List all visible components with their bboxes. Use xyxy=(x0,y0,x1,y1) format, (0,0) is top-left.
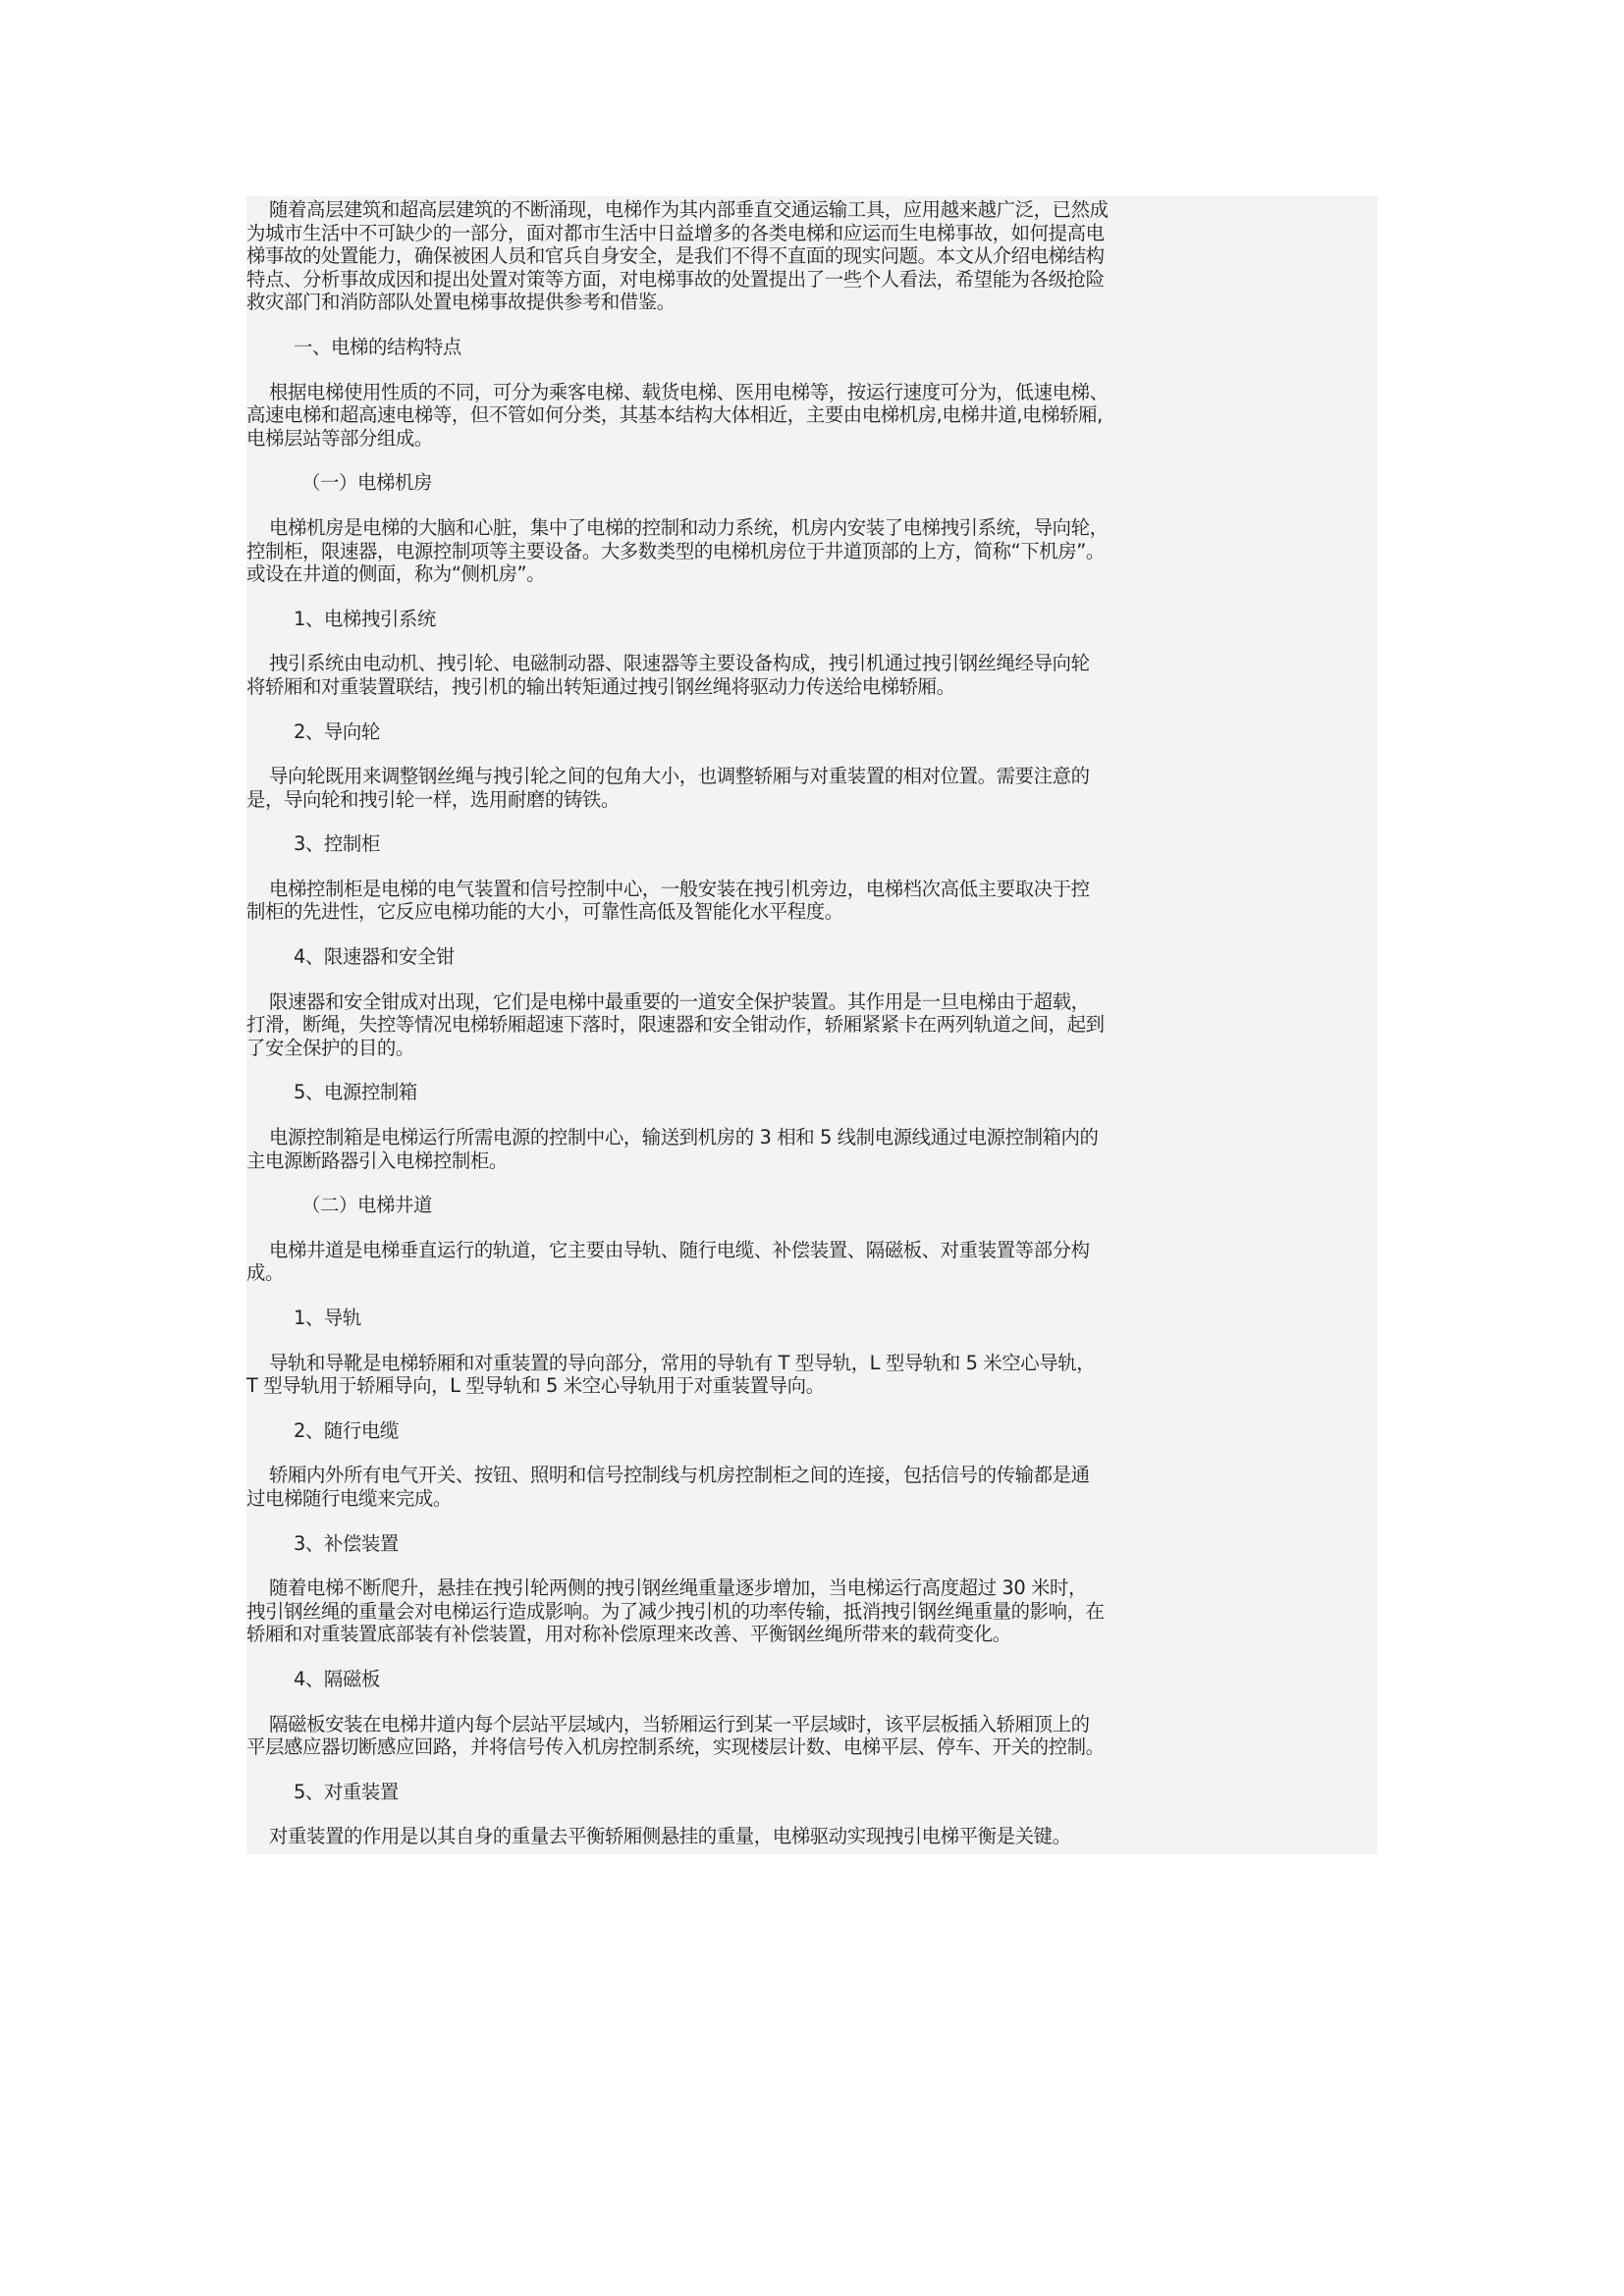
item-heading: 1、导轨 xyxy=(294,1307,361,1329)
item-heading: 3、补偿装置 xyxy=(294,1531,399,1555)
section-paragraph: 根据电梯使用性质的不同，可分为乘客电梯、载货电梯、医用电梯等，按运行速度可分为，低速电梯、 高速电梯和超高速电梯等，但不管如何分类，其基本结构大体相近，主要由电梯机房,电梯井道,电梯轿厢, 电梯层站等部分组成。 xyxy=(246,380,1109,450)
item-heading: 5、对重装置 xyxy=(294,1780,399,1803)
intro-paragraph: 随着高层建筑和超高层建筑的不断涌现，电梯作为其内部垂直交通运输工具，应用越来越广泛，已然成 为城市生活中不可缺少的一部分，面对都市生活中日益增多的各类电梯和应运而生电梯事故，如何提高电 梯事故的处置能力，确保被困人员和官兵自身安全，是我们不得不直面的现实问题。本文从介绍电梯结构 特点、分析事故成因和提出处置对策等方面，对电梯事故的处置提出了一些个人看法，希望能为各级抢险 救灾部门和消防部队处置电梯事故提供参考和借鉴。 xyxy=(246,198,1109,314)
item-heading: 2、导向轮 xyxy=(294,720,380,743)
item-paragraph: 拽引系统由电动机、拽引轮、电磁制动器、限速器等主要设备构成，拽引机通过拽引钢丝绳经导向轮 将轿厢和对重装置联结，拽引机的输出转矩通过拽引钢丝绳将驱动力传送给电梯轿厢。 xyxy=(246,652,1090,698)
item-paragraph: 对重装置的作用是以其自身的重量去平衡轿厢侧悬挂的重量，电梯驱动实现拽引电梯平衡是关键。 xyxy=(269,1825,1071,1848)
section-heading: 一、电梯的结构特点 xyxy=(294,335,461,358)
item-paragraph: 导向轮既用来调整钢丝绳与拽引轮之间的包角大小，也调整轿厢与对重装置的相对位置。需要注意的 是，导向轮和拽引轮一样，选用耐磨的铸铁。 xyxy=(246,765,1090,811)
item-paragraph: 轿厢内外所有电气开关、按钮、照明和信号控制线与机房控制柜之间的连接，包括信号的传输都是通 过电梯随行电缆来完成。 xyxy=(246,1464,1090,1510)
item-paragraph: 随着电梯不断爬升，悬挂在拽引轮两侧的拽引钢丝绳重量逐步增加，当电梯运行高度超过 30 米时， 拽引钢丝绳的重量会对电梯运行造成影响。为了减少拽引机的功率传输，抵消拽引钢丝绳重量的影响，在 轿厢和对重装置底部装有补偿装置，用对称补偿原理来改善、平衡钢丝绳所带来的载荷变化。 xyxy=(246,1576,1105,1646)
item-heading: 4、限速器和安全钳 xyxy=(294,945,455,969)
subsection-paragraph: 电梯机房是电梯的大脑和心脏，集中了电梯的控制和动力系统，机房内安装了电梯拽引系统，导向轮， 控制柜，限速器，电源控制项等主要设备。大多数类型的电梯机房位于井道顶部的上方，简称“下机房”。 或设在井道的侧面，称为“侧机房”。 xyxy=(246,515,1109,586)
item-heading: 4、隔磁板 xyxy=(294,1667,380,1690)
item-paragraph: 电梯控制柜是电梯的电气装置和信号控制中心，一般安装在拽引机旁边，电梯档次高低主要取决于控 制柜的先进性，它反应电梯功能的大小，可靠性高低及智能化水平程度。 xyxy=(246,877,1090,924)
subsection-heading: （二）电梯井道 xyxy=(301,1194,432,1217)
subsection-heading: （一）电梯机房 xyxy=(301,471,432,495)
subsection-paragraph: 电梯井道是电梯垂直运行的轨道，它主要由导轨、随行电缆、补偿装置、隔磁板、对重装置等部分构 成。 xyxy=(246,1238,1090,1285)
item-heading: 5、电源控制箱 xyxy=(294,1081,417,1104)
item-paragraph: 电源控制箱是电梯运行所需电源的控制中心，输送到机房的 3 相和 5 线制电源线通过电源控制箱内的 主电源断路器引入电梯控制柜。 xyxy=(246,1126,1099,1172)
article-body xyxy=(246,196,1378,1854)
item-paragraph: 隔磁板安装在电梯井道内每个层站平层域内，当轿厢运行到某一平层域时，该平层板插入轿厢顶上的 平层感应器切断感应回路，并将信号传入机房控制系统，实现楼层计数、电梯平层、停车、开关的控制。 xyxy=(246,1712,1105,1759)
item-heading: 3、控制柜 xyxy=(294,832,380,856)
item-heading: 1、电梯拽引系统 xyxy=(294,607,436,630)
item-heading: 2、随行电缆 xyxy=(294,1418,399,1442)
item-paragraph: 限速器和安全钳成对出现，它们是电梯中最重要的一道安全保护装置。其作用是一旦电梯由于超载， 打滑，断绳，失控等情况电梯轿厢超速下落时，限速器和安全钳动作，轿厢紧紧卡在两列轨道之间，起到 了安全保护的目的。 xyxy=(246,989,1105,1059)
item-paragraph: 导轨和导靴是电梯轿厢和对重装置的导向部分，常用的导轨有 T 型导轨，L 型导轨和 5 米空心导轨， T 型导轨用于轿厢导向，L 型导轨和 5 米空心导轨用于对重装置导向。 xyxy=(246,1351,1096,1398)
